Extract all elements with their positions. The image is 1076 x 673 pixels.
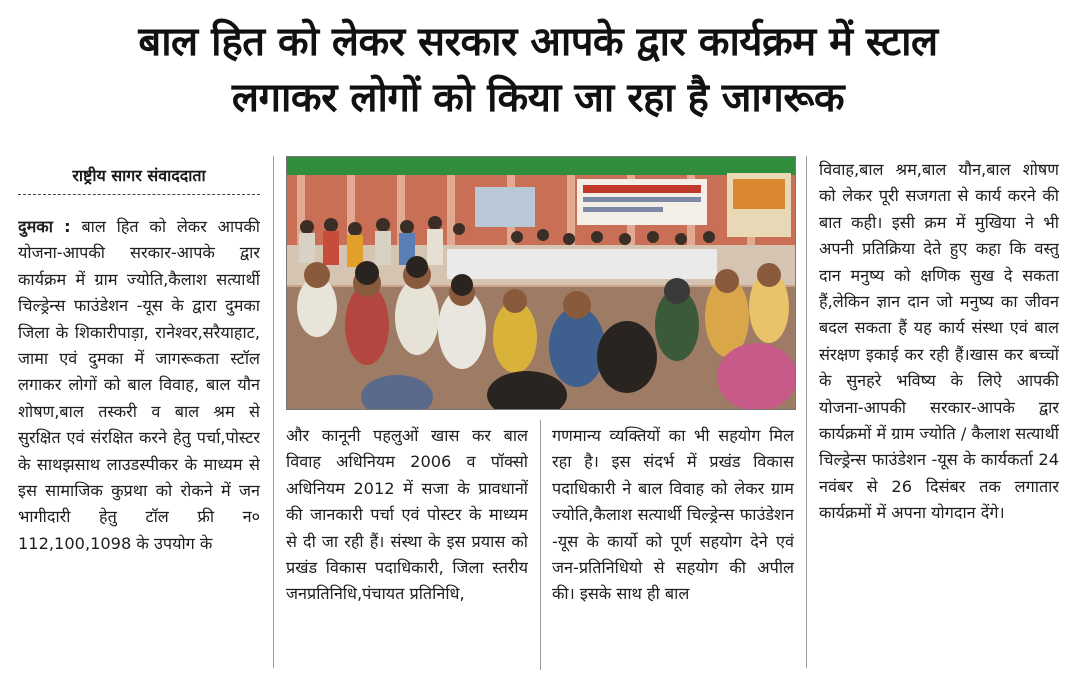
column-divider bbox=[273, 156, 274, 668]
byline: राष्ट्रीय सागर संवाददाता bbox=[18, 164, 260, 195]
article-column-1-text: बाल हित को लेकर आपकी योजना-आपकी सरकार-आपके द्वार कार्यक्रम में ग्राम ज्योति,कैलाश सत्यार्थी चिल्ड्रेन्स फाउंडेशन -यूस के द्वारा दुमका जिला के शिकारीपाड़ा, रानेश्वर,सरैयाहाट, जामा एवं दुमका में जागरूकता स्टॉल लगाकर लोगों को बाल विवाह, बाल यौन शोषण,बाल तस्करी व बाल श्रम से सुरक्षित एवं संरक्षित करने हेतु पर्चा,पोस्टर के साथझसाथ लाउडस्पीकर के माध्यम से इस सामाजिक कुप्रथा को रोकने में जन भागीदारी हेतु टॉल फ्री न० 112,100,1098 के उपयोग के bbox=[18, 217, 260, 553]
article-column-3: गणमान्य व्यक्तियों का भी सहयोग मिल रहा है। इस संदर्भ में प्रखंड विकास पदाधिकारी ने बाल विवाह को लेकर ग्राम ज्योति,कैलाश सत्यार्थी चिल्ड्रेन्स फाउंडेशन -यूस के कार्यो को पूर्ण सहयोग देने एवं जन-प्रतिनिधियो से सहयोग की अपील की। इसके साथ ही बाल bbox=[552, 426, 794, 604]
column-divider bbox=[806, 156, 807, 668]
article-column-4: विवाह,बाल श्रम,बाल यौन,बाल शोषण को लेकर पूरी सजगता से कार्य करने की बात कही। इसी क्रम में मुखिया ने भी अपनी प्रतिक्रिया देते हुए कहा कि वस्तु दान मनुष्य को क्षणिक सुख दे सकता हैं,लेकिन ज्ञान दान जो मनुष्य का जीवन बदल सकता हैं यह कार्य संस्था एवं बाल संरक्षण इकाई कर रही हैं।खास कर बच्चों के सुनहरे भविष्य के लिऐ आपकी योजना-आपकी सरकार-आपके द्वार कार्यक्रमों में ग्राम ज्योति / कैलाश सत्यार्थी चिल्ड्रेन्स फाउंडेशन -यूस के कार्यकर्ता 24 नवंबर से 26 दिसंबर तक लगातार कार्यक्रमों में अपना योगदान देंगे। bbox=[819, 160, 1059, 523]
headline bbox=[0, 14, 1076, 126]
headline-line-1: बाल हित को लेकर सरकार आपके द्वार कार्यक्रम में स्टाल bbox=[138, 19, 938, 65]
news-photo bbox=[286, 156, 796, 410]
column-divider bbox=[540, 420, 541, 670]
article-column-1 bbox=[18, 214, 260, 670]
article-column-2: और कानूनी पहलुओं खास कर बाल विवाह अधिनियम 2006 व पॉक्सो अधिनियम 2012 में सजा के प्रावधानों की जानकारी पर्चा एवं पोस्टर के माध्यम से दी जा रही हैं। संस्था के इस प्रयास को प्रखंड विकास पदाधिकारी, जिला स्तरीय जनप्रतिनिधि,पंचायत प्रतिनिधि, bbox=[286, 426, 528, 604]
dateline: दुमका : bbox=[18, 217, 71, 236]
headline-line-2: लगाकर लोगों को किया जा रहा है जागरूक bbox=[231, 75, 845, 121]
